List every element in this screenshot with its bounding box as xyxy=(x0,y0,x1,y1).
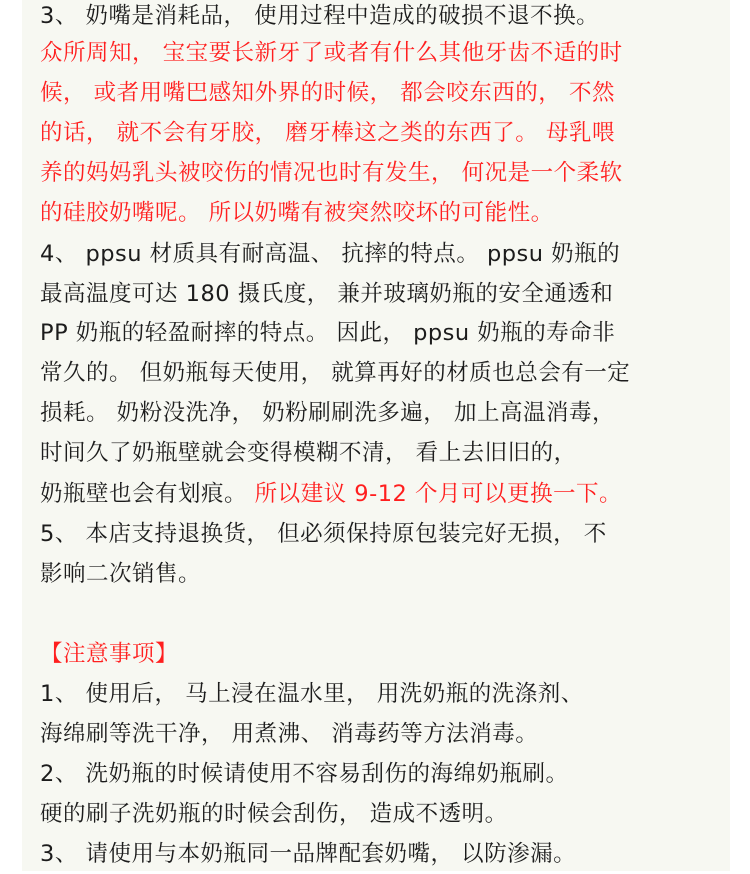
line-8-part-1: 最高温度可达 180 摄氏度， 兼并玻璃奶瓶的安全通透和 xyxy=(40,281,614,307)
doc-line-10 xyxy=(40,353,630,393)
doc-line-17 xyxy=(40,674,584,714)
line-3-part-1: 候， 或者用嘴巴感知外界的时候， 都会咬东西的， 不然 xyxy=(40,80,615,106)
doc-line-12 xyxy=(40,433,577,473)
line-17-part-1: 1、 使用后， 马上浸在温水里， 用洗奶瓶的洗涤剂、 xyxy=(40,681,584,707)
doc-line-6 xyxy=(40,193,554,233)
line-2-part-1: 众所周知， 宝宝要长新牙了或者有什么其他牙齿不适的时 xyxy=(40,40,623,66)
doc-line-13 xyxy=(40,474,622,514)
doc-line-5 xyxy=(40,153,623,193)
line-9-part-1: PP 奶瓶的轻盈耐摔的特点。 因此， ppsu 奶瓶的寿命非 xyxy=(40,320,616,346)
line-4-part-1: 的话， 就不会有牙胶， 磨牙棒这之类的东西了。 母乳喂 xyxy=(40,120,615,146)
doc-line-11 xyxy=(40,393,615,433)
line-1-part-1: 3、 奶嘴是消耗品， 使用过程中造成的破损不退不换。 xyxy=(40,3,600,29)
line-12-part-1: 时间久了奶瓶壁就会变得模糊不清， 看上去旧旧的， xyxy=(40,440,577,466)
line-20-part-1: 硬的刷子洗奶瓶的时候会刮伤， 造成不透明。 xyxy=(40,801,508,827)
doc-line-4 xyxy=(40,113,615,153)
line-7-part-1: 4、 ppsu 材质具有耐高温、 抗摔的特点。 ppsu 奶瓶的 xyxy=(40,241,621,267)
doc-line-15 xyxy=(40,554,201,594)
line-6-part-1: 的硅胶奶嘴呢。 所以奶嘴有被突然咬坏的可能性。 xyxy=(40,200,554,226)
doc-line-19 xyxy=(40,754,568,794)
doc-line-16 xyxy=(40,634,178,674)
doc-line-7 xyxy=(40,234,620,274)
doc-line-9 xyxy=(40,313,615,353)
line-13-part-1: 奶瓶壁也会有划痕。 xyxy=(40,481,255,507)
line-10-part-1: 常久的。 但奶瓶每天使用， 就算再好的材质也总会有一定 xyxy=(40,360,631,386)
line-11-part-1: 损耗。 奶粉没洗净， 奶粉刷刷洗多遍， 加上高温消毒， xyxy=(40,400,615,426)
line-18-part-1: 海绵刷等洗干净， 用煮沸、 消毒药等方法消毒。 xyxy=(40,721,539,747)
doc-line-1 xyxy=(40,0,599,36)
notes-heading: 【注意事项】 xyxy=(40,641,179,667)
line-15-part-1: 影响二次销售。 xyxy=(40,561,202,587)
line-21-part-1: 3、 请使用与本奶瓶同一品牌配套奶嘴， 以防渗漏。 xyxy=(40,841,577,867)
doc-line-3 xyxy=(40,73,615,113)
doc-line-21 xyxy=(40,834,576,874)
doc-line-14 xyxy=(40,514,607,554)
line-13-part-2: 所以建议 9-12 个月可以更换一下。 xyxy=(254,481,623,507)
doc-line-20 xyxy=(40,794,508,834)
doc-line-2 xyxy=(40,33,623,73)
doc-line-18 xyxy=(40,714,538,754)
doc-line-8 xyxy=(40,274,613,314)
line-5-part-1: 养的妈妈乳头被咬伤的情况也时有发生， 何况是一个柔软 xyxy=(40,160,623,186)
line-14-part-1: 5、 本店支持退换货， 但必须保持原包装完好无损， 不 xyxy=(40,521,607,547)
line-19-part-1: 2、 洗奶瓶的时候请使用不容易刮伤的海绵奶瓶刷。 xyxy=(40,761,569,787)
